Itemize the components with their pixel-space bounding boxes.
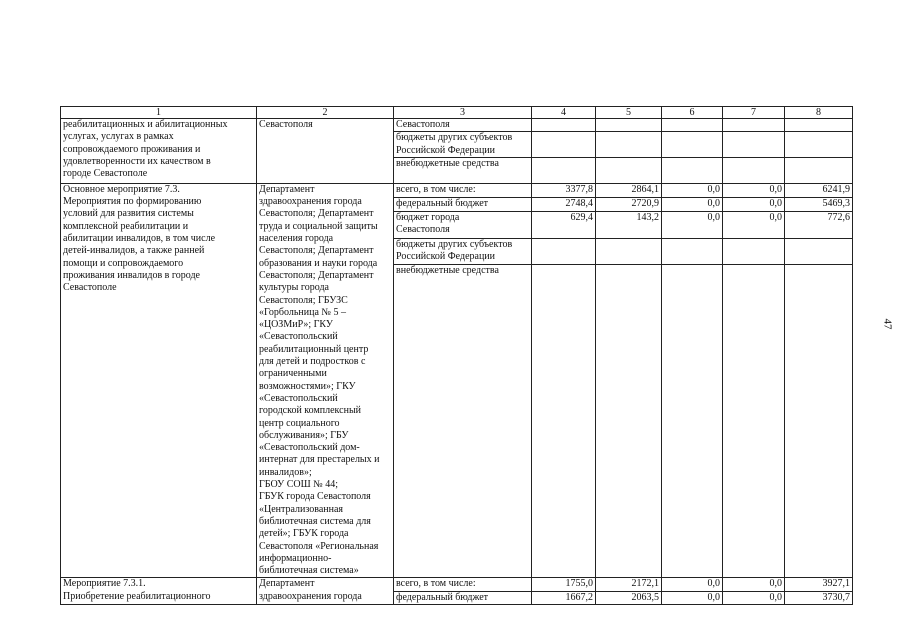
table-row xyxy=(61,578,853,591)
source-cell: федеральный бюджет xyxy=(394,197,532,211)
value-cell: 2063,5 xyxy=(596,591,662,604)
value-cell xyxy=(596,265,662,578)
value-cell: 2720,9 xyxy=(596,197,662,211)
executor-cell: Севастополя xyxy=(257,119,394,184)
value-cell: 0,0 xyxy=(723,197,785,211)
value-cell: 2172,1 xyxy=(596,578,662,591)
value-cell: 0,0 xyxy=(723,211,785,238)
header-col-2: 2 xyxy=(257,107,394,119)
header-col-3: 3 xyxy=(394,107,532,119)
value-cell xyxy=(662,265,723,578)
value-cell xyxy=(532,238,596,265)
table-row xyxy=(61,183,853,197)
value-cell: 1755,0 xyxy=(532,578,596,591)
header-col-5: 5 xyxy=(596,107,662,119)
value-cell xyxy=(785,238,853,265)
source-cell: бюджеты других субъектов Российской Федерации xyxy=(394,132,532,158)
value-cell: 3730,7 xyxy=(785,591,853,604)
measure-description: реабилитационных и абилитационных услугах, услугах в рамках сопровождаемого проживания и удовлетворенности их качеством в городе Севастополе xyxy=(61,119,257,184)
value-cell: 0,0 xyxy=(662,197,723,211)
page-number: 47 xyxy=(881,318,894,330)
value-cell: 772,6 xyxy=(785,211,853,238)
header-row xyxy=(61,107,853,119)
source-cell: бюджет города Севастополя xyxy=(394,211,532,238)
value-cell: 0,0 xyxy=(723,591,785,604)
measure-description: Основное мероприятие 7.3. Мероприятия по формированию условий для развития системы комплексной реабилитации и абилитации инвалидов, в том числе детей-инвалидов, а также ранней помощи и сопровождаемого проживания инвалидов в городе Севастополе xyxy=(61,183,257,578)
value-cell: 3927,1 xyxy=(785,578,853,591)
value-cell: 0,0 xyxy=(662,591,723,604)
value-cell: 0,0 xyxy=(662,578,723,591)
value-cell: 2864,1 xyxy=(596,183,662,197)
value-cell xyxy=(662,238,723,265)
header-col-8: 8 xyxy=(785,107,853,119)
measure-description: Мероприятие 7.3.1. Приобретение реабилитационного xyxy=(61,578,257,605)
value-cell: 6241,9 xyxy=(785,183,853,197)
value-cell xyxy=(532,265,596,578)
value-cell xyxy=(785,265,853,578)
header-col-6: 6 xyxy=(662,107,723,119)
executor-cell: Департамент здравоохранения города xyxy=(257,578,394,605)
value-cell: 0,0 xyxy=(723,183,785,197)
value-cell: 0,0 xyxy=(723,578,785,591)
budget-table xyxy=(60,106,853,605)
value-cell: 0,0 xyxy=(662,211,723,238)
value-cell: 629,4 xyxy=(532,211,596,238)
value-cell xyxy=(723,265,785,578)
value-cell: 1667,2 xyxy=(532,591,596,604)
value-cell: 3377,8 xyxy=(532,183,596,197)
header-col-7: 7 xyxy=(723,107,785,119)
source-cell: бюджеты других субъектов Российской Федерации xyxy=(394,238,532,265)
value-cell: 143,2 xyxy=(596,211,662,238)
header-col-4: 4 xyxy=(532,107,596,119)
table-row xyxy=(61,119,853,132)
header-col-1: 1 xyxy=(61,107,257,119)
source-cell: всего, в том числе: xyxy=(394,578,532,591)
executor-cell: Департамент здравоохранения города Севастополя; Департамент труда и социальной защиты населения города Севастополя; Департамент образования и науки города Севастополя; Департамент культуры города Севастополя; ГБУЗС «Горбольница № 5 – «ЦОЗМиР»; ГКУ «Севастопольский реабилитационный центр для детей и подростков с ограниченными возможностями»; ГКУ «Севастопольский городской комплексный центр социального обслуживания»; ГБУ «Севастопольский дом- интернат для престарелых и инвалидов»; ГБОУ СОШ № 44; ГБУК города Севастополя «Централизованная библиотечная система для детей»; ГБУК города Севастополя «Региональная информационно- библиотечная система» xyxy=(257,183,394,578)
value-cell xyxy=(596,238,662,265)
source-cell: внебюджетные средства xyxy=(394,265,532,578)
source-cell: Севастополя xyxy=(394,119,532,132)
value-cell: 5469,3 xyxy=(785,197,853,211)
source-cell: всего, в том числе: xyxy=(394,183,532,197)
value-cell: 2748,4 xyxy=(532,197,596,211)
value-cell xyxy=(723,238,785,265)
value-cell: 0,0 xyxy=(662,183,723,197)
source-cell: внебюджетные средства xyxy=(394,157,532,183)
source-cell: федеральный бюджет xyxy=(394,591,532,604)
